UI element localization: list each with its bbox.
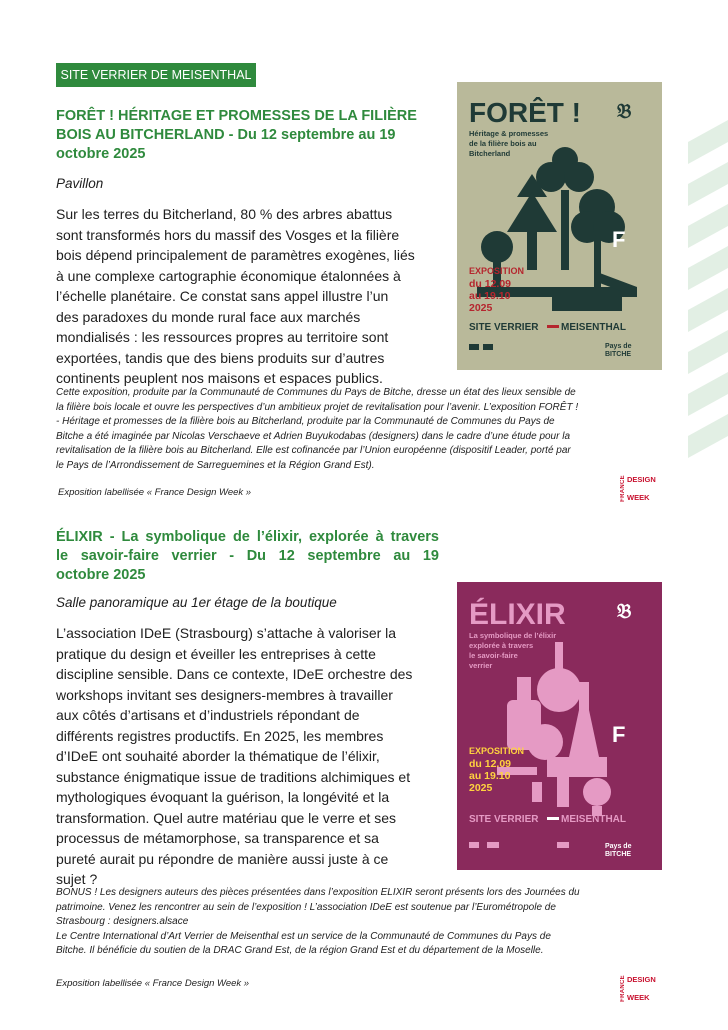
note-line: - Héritage et promesses de la filière bois au Bitcherland, produite par la Communauté de Communes du Pays de [56, 416, 555, 428]
section2-body [56, 623, 439, 890]
poster-bitche: Pays de [605, 343, 632, 350]
body-line: sont transformés hors du massif des Vosges et la filière [56, 226, 400, 243]
body-line: l’échelle planétaire. Ce constat sans appel illustre l’un [56, 288, 389, 304]
poster-expo: au 19.10 [469, 290, 511, 302]
poster-expo: 2025 [469, 782, 493, 794]
fdw-bottom: WEEK [627, 993, 650, 1002]
foret-poster [457, 82, 662, 370]
poster-bitche: BITCHE [605, 851, 632, 858]
poster-title: FORÊT ! [469, 97, 581, 128]
poster-expo: du 12.09 [469, 758, 512, 770]
section2-label: Exposition labellisée « France Design Week » [56, 978, 250, 989]
title-line: BOIS AU BITCHERLAND - Du 12 septembre au 19 [56, 127, 396, 143]
poster-site: SITE VERRIER [469, 322, 539, 333]
poster-site2: MEISENTHAL [561, 322, 626, 333]
flasks-illustration [497, 642, 611, 816]
poster-expo: 2025 [469, 302, 493, 314]
title-line: FORÊT ! HÉRITAGE ET PROMESSES DE LA FILIÈRE [56, 108, 417, 124]
decorative-stripes [688, 120, 728, 500]
note-line: Strasbourg : designers.alsace [56, 916, 189, 928]
body-line: transformation. Quel autre matériau que le verre et ses [56, 809, 397, 826]
note-line: BONUS ! Les designers auteurs des pièces présentées dans l’exposition ELIXIR seront présents lors des Journées du [56, 887, 580, 898]
section1-title [56, 107, 446, 164]
fdw-vertical: FRANCE [620, 475, 626, 502]
france-design-week-logo [620, 975, 660, 1011]
section1-note [56, 386, 653, 474]
poster-subtitle: explorée à travers [469, 641, 534, 650]
body-line: différents registres productifs. En 2025, les membres [56, 727, 384, 744]
section1-body [56, 204, 439, 389]
note-line: Cette exposition, produite par la Communauté de Communes du Pays de Bitche, dresse un état des lieux sensible de [56, 387, 576, 398]
foret-poster-art [457, 82, 662, 370]
note-line: le Pays de l’Arrondissement de Sarreguemines et la Région Grand Est). [56, 459, 375, 471]
poster-expo: au 19.10 [469, 770, 511, 782]
elixir-poster-art [457, 582, 662, 870]
poster-subtitle: verrier [469, 661, 493, 670]
elixir-poster [457, 582, 662, 870]
body-line: pureté aurait pu répondre de manière aussi juste à ce [56, 850, 389, 867]
poster-subtitle: Héritage & promesses [469, 129, 549, 138]
poster-title: ÉLIXIR [469, 598, 566, 631]
note-line: Bitche. Il bénéficie du soutien de la DRAC Grand Est, de la région Grand Est et du département de la Moselle. [56, 945, 544, 957]
body-line: substance énigmatique issue de traditions alchimiques et [56, 768, 411, 785]
note-line: Bitche a été imaginée par Nicolas Verschaeve et Adrien Buyukodabas (designers) dans le cadre d’une étude pour la [56, 430, 571, 442]
poster-site: SITE VERRIER [469, 814, 539, 825]
france-design-week-logo [620, 475, 660, 511]
fdw-bottom: WEEK [627, 493, 650, 502]
body-line: Sur les terres du Bitcherland, 80 % des arbres abattus [56, 206, 393, 222]
note-line: patrimoine. Venez les rencontrer au sein de l’exposition ! L’association IDeE est soutenue par l’Eurométropole de [56, 901, 556, 913]
body-line: mondialisés : les ressources propres au territoire sont [56, 329, 389, 345]
section-tag: SITE VERRIER DE MEISENTHAL [56, 63, 256, 87]
section1-venue: Pavillon [56, 176, 104, 191]
section2-venue: Salle panoramique au 1er étage de la boutique [56, 595, 337, 610]
poster-expo: du 12.09 [469, 278, 512, 290]
body-line: L’association IDeE (Strasbourg) s’attache à valoriser la [56, 625, 397, 641]
poster-expo: EXPOSITION [469, 746, 525, 756]
svg-text:𝔅: 𝔅 [617, 101, 632, 123]
body-line: d’IDeE ont souhaité aborder la thématique de l’élixir, [56, 748, 380, 764]
title-line: octobre 2025 [56, 146, 146, 162]
note-line: Le Centre International d’Art Verrier de Meisenthal est un service de la Communauté de Communes du Pays de [56, 930, 551, 942]
fdw-top: DESIGN [627, 475, 656, 484]
title-line: ÉLIXIR - La symbolique de l’élixir, explorée à travers [56, 529, 439, 545]
body-line: exportées, tandis que des biens produits sur d’autres [56, 349, 385, 366]
body-line: des paradoxes du monde rural face aux marchés [56, 308, 361, 325]
poster-site2: MEISENTHAL [561, 814, 626, 825]
section1-label: Exposition labellisée « France Design Week » [58, 487, 252, 498]
fdw-vertical: FRANCE [620, 975, 626, 1002]
body-line: mythologiques évoquant la guérison, la longévité et la [56, 789, 390, 805]
poster-subtitle: le savoir-faire [469, 651, 518, 660]
body-line: pratique du design et éveiller les entreprises à cette [56, 645, 376, 662]
section2-title [56, 528, 439, 585]
poster-expo: EXPOSITION [469, 266, 525, 276]
poster-bitche: Pays de [605, 843, 632, 850]
body-line: workshops invitant ses designers-membres à travailler [56, 686, 393, 703]
fdw-top: DESIGN [627, 975, 656, 984]
poster-subtitle: de la filière bois au [469, 139, 537, 148]
body-line: bois dépend principalement de paramètres exogènes, liés [56, 247, 415, 263]
body-line: continents peuplent nos maisons et espaces publics. [56, 370, 383, 386]
poster-letter: F [612, 722, 626, 747]
section2-note [56, 886, 653, 959]
svg-text:𝔅: 𝔅 [617, 601, 632, 623]
poster-bitche: BITCHE [605, 351, 632, 358]
body-line: sujet ? [56, 871, 98, 887]
body-line: à une complexe cartographie économique étalonnées à [56, 267, 401, 284]
title-line: octobre 2025 [56, 567, 146, 583]
poster-letter: F [612, 227, 626, 252]
note-line: revitalisation de la filière bois au Bitcherland. Elle est cofinancée par l’Union européenne (dispositif Leader, porté par [56, 445, 571, 457]
title-line: le savoir-faire verrier - Du 12 septembre au 19 [56, 548, 439, 564]
body-line: aux côtés d’artisans et d’industriels répondant de [56, 707, 360, 723]
body-line: processus de métamorphose, sa transparence et sa [56, 830, 379, 846]
poster-subtitle: La symbolique de l’élixir [469, 631, 557, 640]
poster-subtitle: Bitcherland [469, 149, 511, 158]
body-line: discipline sensible. Dans ce contexte, IDeE orchestre des [56, 666, 413, 682]
note-line: la filière bois locale et ouvre les perspectives d’un ambitieux projet de revitalisation pour l’avenir. L’exposition FORÊT ! [56, 401, 579, 413]
